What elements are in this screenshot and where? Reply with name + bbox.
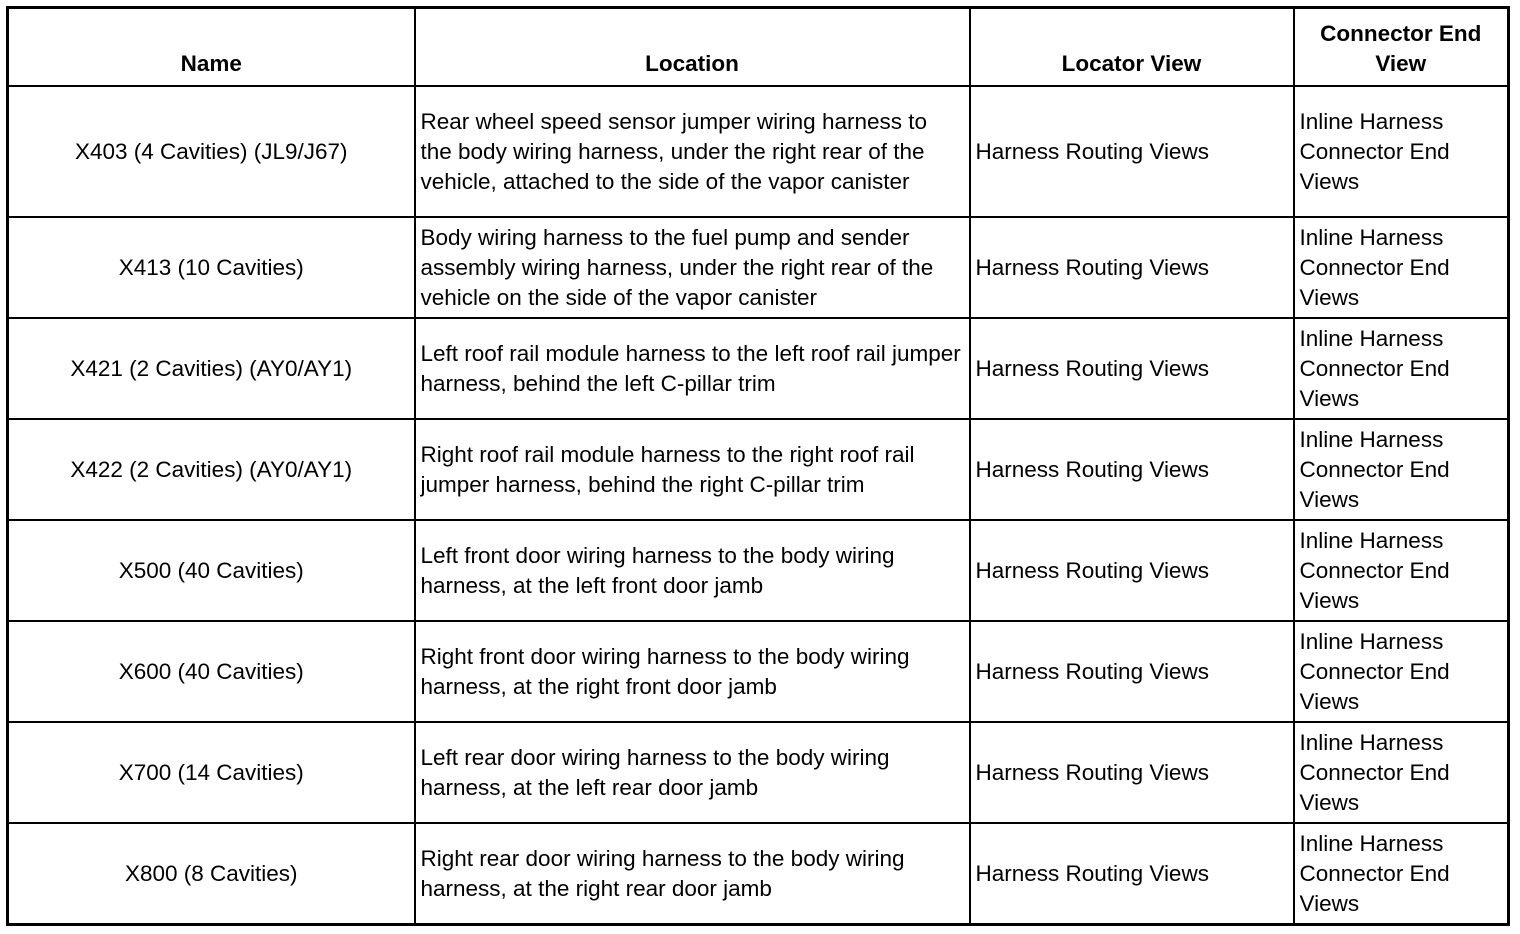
connector-name: X421 (2 Cavities) (AY0/AY1) <box>8 318 415 419</box>
connector-name: X403 (4 Cavities) (JL9/J67) <box>8 86 415 217</box>
end-view-link[interactable]: Inline Harness Connector End Views <box>1294 823 1509 925</box>
locator-view-link[interactable]: Harness Routing Views <box>970 86 1294 217</box>
header-locator-view: Locator View <box>970 8 1294 87</box>
header-row <box>8 8 1509 87</box>
end-view-link[interactable]: Inline Harness Connector End Views <box>1294 621 1509 722</box>
end-view-link[interactable]: Inline Harness Connector End Views <box>1294 217 1509 318</box>
header-name: Name <box>8 8 415 87</box>
header-location: Location <box>415 8 970 87</box>
header-connector-end-view: Connector End View <box>1294 8 1509 87</box>
locator-view-link[interactable]: Harness Routing Views <box>970 419 1294 520</box>
locator-view-link[interactable]: Harness Routing Views <box>970 318 1294 419</box>
table-row <box>8 823 1509 925</box>
connector-location: Right front door wiring harness to the body wiring harness, at the right front door jamb <box>415 621 970 722</box>
locator-view-link[interactable]: Harness Routing Views <box>970 217 1294 318</box>
connector-location: Right roof rail module harness to the right roof rail jumper harness, behind the right C-pillar trim <box>415 419 970 520</box>
end-view-link[interactable]: Inline Harness Connector End Views <box>1294 86 1509 217</box>
table-row <box>8 520 1509 621</box>
table-row <box>8 722 1509 823</box>
locator-view-link[interactable]: Harness Routing Views <box>970 621 1294 722</box>
table-row <box>8 621 1509 722</box>
connector-location: Left roof rail module harness to the left roof rail jumper harness, behind the left C-pillar trim <box>415 318 970 419</box>
table-row <box>8 318 1509 419</box>
locator-view-link[interactable]: Harness Routing Views <box>970 823 1294 925</box>
connector-location: Left rear door wiring harness to the body wiring harness, at the left rear door jamb <box>415 722 970 823</box>
connector-location: Rear wheel speed sensor jumper wiring harness to the body wiring harness, under the right rear of the vehicle, attached to the side of the vapor canister <box>415 86 970 217</box>
connector-name: X700 (14 Cavities) <box>8 722 415 823</box>
end-view-link[interactable]: Inline Harness Connector End Views <box>1294 520 1509 621</box>
connector-location: Body wiring harness to the fuel pump and sender assembly wiring harness, under the right rear of the vehicle on the side of the vapor canister <box>415 217 970 318</box>
end-view-link[interactable]: Inline Harness Connector End Views <box>1294 722 1509 823</box>
connector-name: X800 (8 Cavities) <box>8 823 415 925</box>
table-row <box>8 419 1509 520</box>
connector-table <box>6 6 1510 926</box>
table-row <box>8 86 1509 217</box>
table-row <box>8 217 1509 318</box>
connector-name: X422 (2 Cavities) (AY0/AY1) <box>8 419 415 520</box>
connector-name: X600 (40 Cavities) <box>8 621 415 722</box>
locator-view-link[interactable]: Harness Routing Views <box>970 722 1294 823</box>
end-view-link[interactable]: Inline Harness Connector End Views <box>1294 419 1509 520</box>
connector-name: X413 (10 Cavities) <box>8 217 415 318</box>
end-view-link[interactable]: Inline Harness Connector End Views <box>1294 318 1509 419</box>
connector-location: Left front door wiring harness to the body wiring harness, at the left front door jamb <box>415 520 970 621</box>
connector-location: Right rear door wiring harness to the body wiring harness, at the right rear door jamb <box>415 823 970 925</box>
locator-view-link[interactable]: Harness Routing Views <box>970 520 1294 621</box>
connector-name: X500 (40 Cavities) <box>8 520 415 621</box>
